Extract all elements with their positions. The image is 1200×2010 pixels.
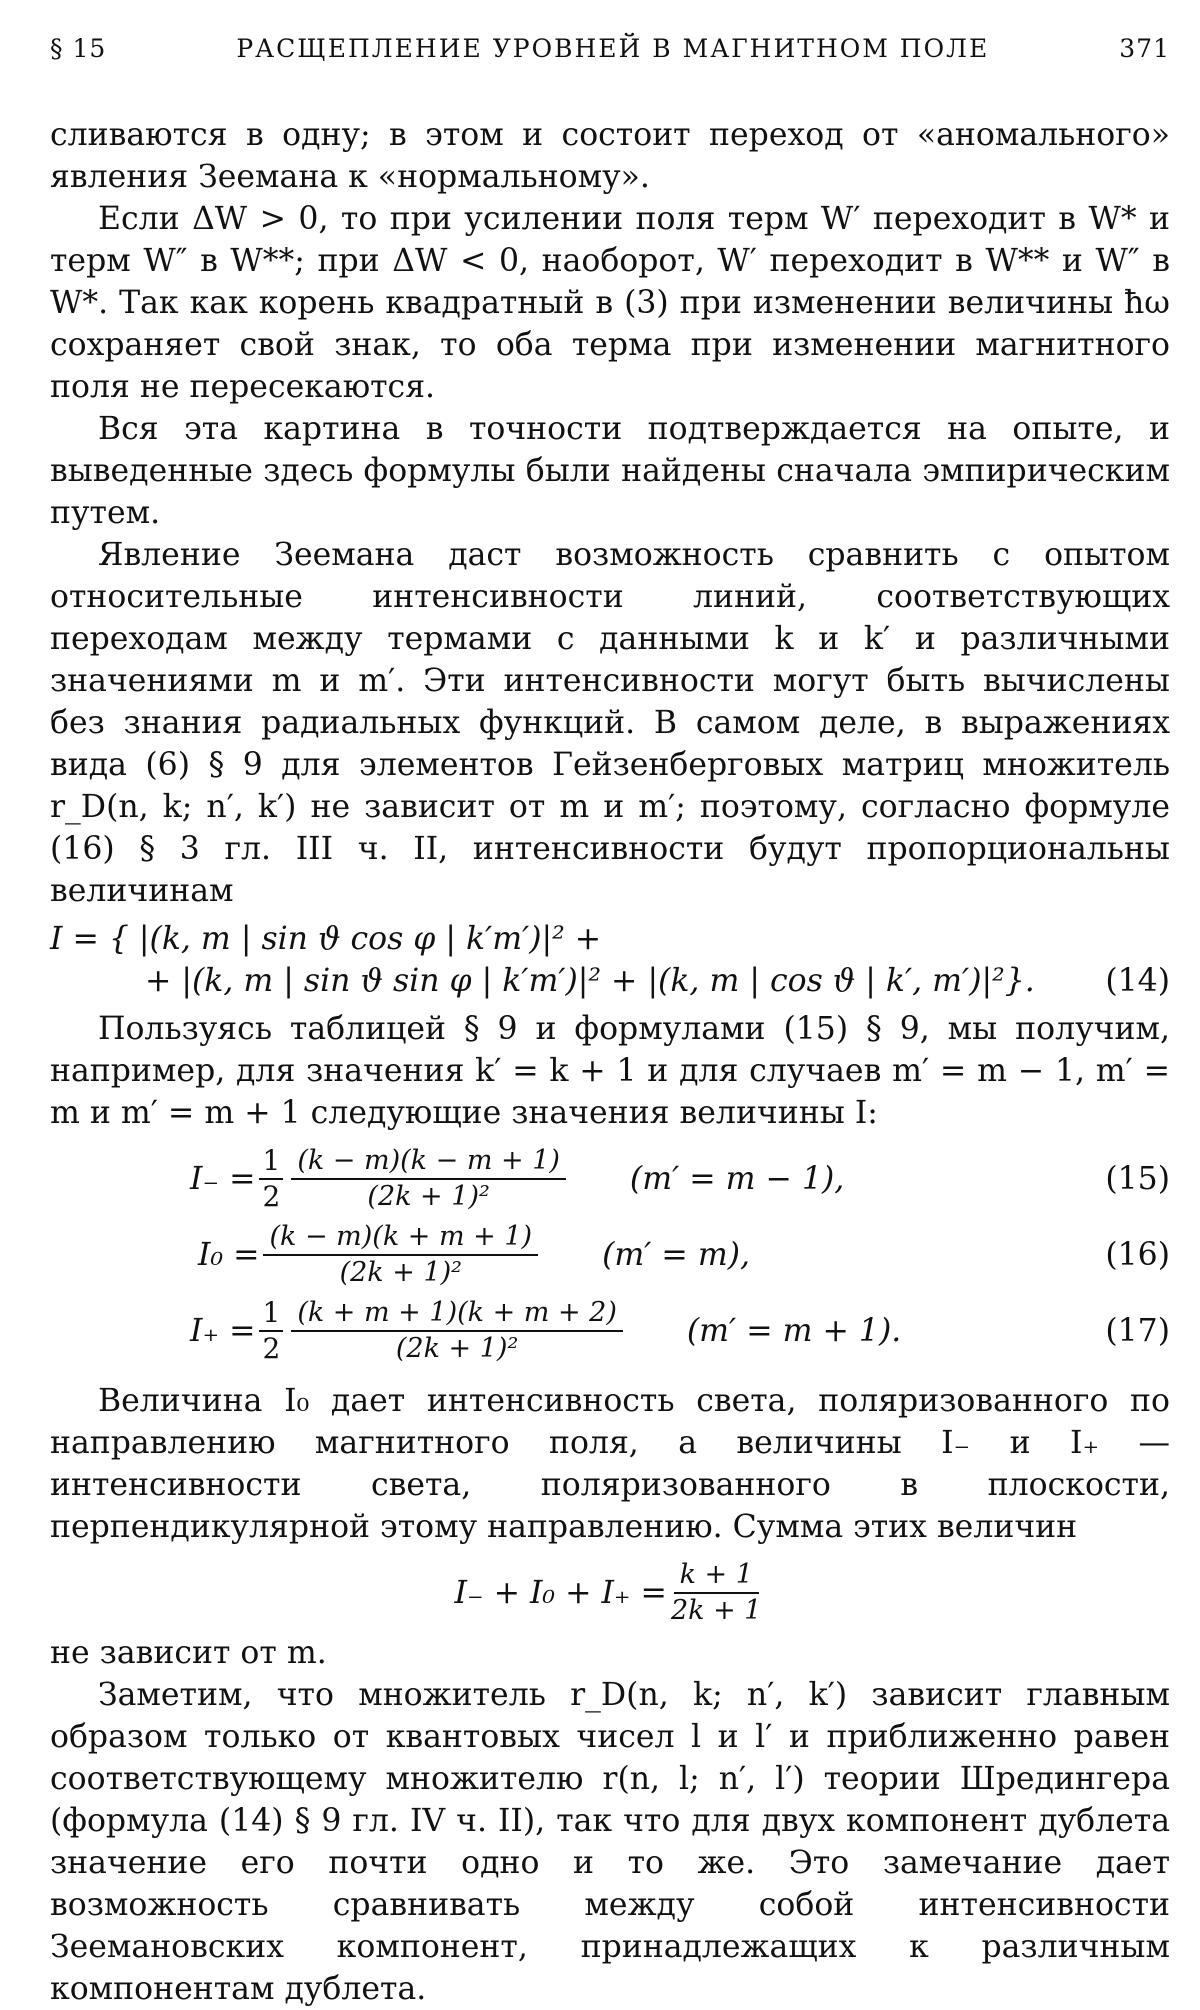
equation-17-denominator: (2k + 1)² (395, 1333, 519, 1364)
paragraph-2: Если ΔW > 0, то при усилении поля терм W′ переходит в W* и терм W″ в W**; при ΔW < 0, наоборот, W′ переходит в W** и W″ в W*. Так как корень квадратный в (3) при изменении величины ħω сохраняет свой знак, то оба терма при изменении магнитного поля не пересекаются. (50, 201, 1170, 405)
equation-15-fraction (291, 1144, 566, 1214)
sum-equation-numerator: k + 1 (674, 1558, 759, 1594)
paragraph-7: не зависит от m. (50, 1635, 327, 1671)
section-number: § 15 (50, 34, 107, 63)
equation-16-fraction (263, 1220, 538, 1290)
equation-16-condition: (m′ = m), (602, 1237, 750, 1273)
paragraph-5: Пользуясь таблицей § 9 и формулами (15) § 9, мы получим, например, для значения k′ = k + 1 и для случаев m′ = m − 1, m′ = m и m′ = m + 1 следующие значения величины I: (50, 1011, 1170, 1131)
equation-16-number: (16) (1105, 1237, 1170, 1273)
equation-17-lhs: I₊ = (190, 1313, 256, 1349)
equation-14 (50, 918, 1170, 1002)
equation-14-line-2: + |(k, m | sin ϑ sin φ | k′m′)|² + |(k, m | cos ϑ | k′, m′)|²}. (145, 963, 1035, 999)
sum-equation (50, 1558, 1170, 1628)
equation-17-numerator: (k + m + 1)(k + m + 2) (291, 1296, 623, 1332)
equation-16-numerator: (k − m)(k + m + 1) (263, 1220, 538, 1256)
paragraph-3: Вся эта картина в точности подтверждается на опыте, и выведенные здесь формулы были найдены сначала эмпирическим путем. (50, 411, 1170, 531)
equation-14-number: (14) (1105, 963, 1170, 999)
equation-15 (50, 1144, 1170, 1214)
equation-15-coefficient-denominator: 2 (262, 1180, 281, 1213)
sum-equation-lhs: I₋ + I₀ + I₊ = (454, 1575, 667, 1611)
equation-17-condition: (m′ = m + 1). (686, 1313, 902, 1349)
running-header (50, 28, 1170, 68)
equation-17-coefficient (259, 1296, 283, 1366)
paragraph-4: Явление Зеемана даст возможность сравнить с опытом относительные интенсивности линий, соответствующих переходам между термами с данными k и k′ и различными значениями m и m′. Эти интенсивности могут быть вычислены без знания радиальных функций. В самом деле, в выражениях вида (6) § 9 для элементов Гейзенберговых матриц множитель r_D(n, k; n′, k′) не зависит от m и m′; поэтому, согласно формуле (16) § 3 гл. III ч. II, интенсивности будут пропорциональны величинам (50, 537, 1170, 909)
paragraph-6: Величина I₀ дает интенсивность света, поляризованного по направлению магнитного поля, а величины I₋ и I₊ — интенсивности света, поляризованного в плоскости, перпендикулярной этому направлению. Сумма этих величин (50, 1383, 1170, 1545)
running-title: РАСЩЕПЛЕНИЕ УРОВНЕЙ В МАГНИТНОМ ПОЛЕ (236, 34, 990, 63)
paragraph-1: сливаются в одну; в этом и состоит переход от «аномального» явления Зеемана к «нормальному». (50, 117, 1170, 195)
equation-17-number: (17) (1105, 1313, 1170, 1349)
equation-15-coefficient (259, 1144, 283, 1214)
equation-17 (50, 1296, 1170, 1366)
equation-15-coefficient-numerator: 1 (259, 1144, 283, 1180)
equation-17-fraction (291, 1296, 623, 1366)
equation-16-lhs: I₀ = (198, 1237, 260, 1273)
sum-equation-fraction (671, 1558, 762, 1628)
equation-15-lhs: I₋ = (190, 1161, 256, 1197)
equation-15-number: (15) (1105, 1161, 1170, 1197)
equation-15-denominator: (2k + 1)² (367, 1181, 490, 1212)
equation-16 (50, 1220, 1170, 1290)
equation-16-denominator: (2k + 1)² (339, 1257, 462, 1288)
equation-15-numerator: (k − m)(k − m + 1) (291, 1144, 566, 1180)
paragraph-8: Заметим, что множитель r_D(n, k; n′, k′) зависит главным образом только от квантовых чисел l и l′ и приближенно равен соответствующему множителю r(n, l; n′, l′) теории Шредингера (формула (14) § 9 гл. IV ч. II), так что для двух компонент дублета значение его почти одно и то же. Это замечание дает возможность сравнивать между собой интенсивности Зеемановских компонент, принадлежащих к различным компонентам дублета. (50, 1677, 1170, 2007)
sum-equation-denominator: 2k + 1 (670, 1595, 762, 1626)
book-page (50, 28, 1170, 2010)
equation-17-coefficient-denominator: 2 (262, 1332, 281, 1365)
page-number: 371 (1119, 34, 1170, 63)
equation-15-condition: (m′ = m − 1), (629, 1161, 845, 1197)
equation-17-coefficient-numerator: 1 (259, 1296, 283, 1332)
equation-14-line-1: I = { |(k, m | sin ϑ cos φ | k′m′)|² + (50, 921, 602, 957)
